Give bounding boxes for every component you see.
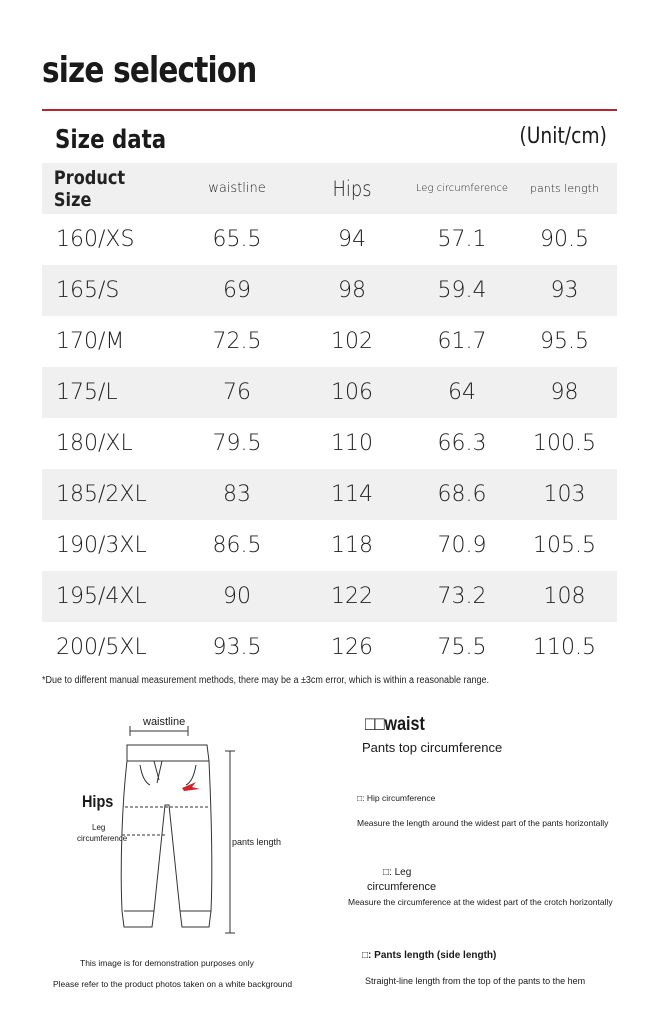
cell-waistline: 65.5 — [212, 227, 262, 252]
cell-product-size: 180/XL — [56, 431, 133, 456]
pants-illustration — [110, 725, 245, 940]
legend-length-title: □: Pants length (side length) — [362, 950, 497, 961]
cell-pants-length: 105.5 — [533, 533, 596, 558]
cell-leg-circumference: 57.1 — [437, 227, 487, 252]
cell-leg-circumference: 61.7 — [437, 329, 487, 354]
table-row — [42, 571, 617, 622]
diagram-hips-label: Hips — [82, 792, 114, 811]
section-title: Size data — [55, 125, 167, 155]
cell-pants-length: 98 — [550, 380, 579, 405]
diagram-caption-2: Please refer to the product photos taken on a white background — [53, 979, 293, 989]
diagram-caption-1: This image is for demonstration purposes only — [80, 958, 254, 968]
cell-waistline: 72.5 — [212, 329, 262, 354]
table-row — [42, 418, 617, 469]
diagram-waistline-label: waistline — [143, 716, 186, 728]
cell-product-size: 195/4XL — [56, 584, 147, 609]
legend-waist-desc: Pants top circumference — [362, 740, 503, 755]
table-row — [42, 622, 617, 673]
cell-pants-length: 110.5 — [533, 635, 596, 660]
header-product-size: Product Size — [53, 166, 126, 211]
cell-waistline: 83 — [223, 482, 251, 507]
cell-leg-circumference: 75.5 — [437, 635, 487, 660]
cell-hips: 126 — [331, 635, 373, 660]
cell-waistline: 69 — [223, 278, 251, 303]
table-row — [42, 469, 617, 520]
legend-hip-desc: Measure the length around the widest part of the pants horizontally — [357, 818, 609, 828]
header-waistline: waistline — [208, 181, 266, 196]
table-row — [42, 520, 617, 571]
cell-product-size: 175/L — [56, 380, 118, 405]
legend-leg-title-2: circumference — [367, 881, 437, 893]
unit-label: (Unit/cm) — [519, 124, 607, 149]
diagram-circumference-label: circumference — [77, 834, 128, 843]
table-row — [42, 367, 617, 418]
cell-pants-length: 95.5 — [540, 329, 589, 354]
diagram-leg-label: Leg — [92, 823, 106, 832]
cell-leg-circumference: 59.4 — [437, 278, 487, 303]
cell-hips: 118 — [331, 533, 373, 558]
cell-waistline: 90 — [223, 584, 251, 609]
cell-product-size: 160/XS — [56, 227, 135, 252]
page-title: size selection — [42, 50, 257, 91]
measurement-note: *Due to different manual measurement methods, there may be a ±3cm error, which is within a reasonable range. — [42, 675, 490, 686]
cell-hips: 110 — [331, 431, 373, 456]
cell-waistline: 79.5 — [212, 431, 262, 456]
header-hips: Hips — [332, 176, 372, 201]
brand-logo-icon — [182, 782, 200, 791]
header-pants-length: pants length — [530, 182, 599, 195]
legend-leg-title: □: Leg — [383, 867, 412, 878]
cell-pants-length: 100.5 — [533, 431, 596, 456]
cell-hips: 122 — [331, 584, 373, 609]
cell-product-size: 170/M — [56, 329, 125, 354]
cell-leg-circumference: 66.3 — [437, 431, 487, 456]
cell-hips: 114 — [331, 482, 373, 507]
cell-waistline: 93.5 — [212, 635, 262, 660]
title-divider — [42, 109, 617, 111]
cell-pants-length: 93 — [550, 278, 579, 303]
legend-waist-title: □□waist — [365, 714, 425, 735]
cell-pants-length: 90.5 — [540, 227, 589, 252]
header-leg-circumference: Leg circumference — [415, 182, 509, 194]
cell-waistline: 86.5 — [212, 533, 262, 558]
cell-pants-length: 108 — [543, 584, 586, 609]
cell-product-size: 200/5XL — [56, 635, 147, 660]
table-row — [42, 214, 617, 265]
cell-leg-circumference: 68.6 — [437, 482, 487, 507]
size-table — [42, 163, 617, 673]
table-row — [42, 316, 617, 367]
cell-leg-circumference: 73.2 — [437, 584, 487, 609]
cell-product-size: 165/S — [56, 278, 120, 303]
cell-product-size: 185/2XL — [56, 482, 147, 507]
cell-leg-circumference: 70.9 — [437, 533, 487, 558]
diagram-pants-length-label: pants length — [232, 837, 282, 847]
cell-hips: 98 — [338, 278, 366, 303]
table-header-row — [42, 163, 617, 214]
legend-hip-title: □: Hip circumference — [357, 793, 436, 803]
cell-product-size: 190/3XL — [56, 533, 147, 558]
legend-leg-desc: Measure the circumference at the widest part of the crotch horizontally — [348, 897, 613, 907]
legend-length-desc: Straight-line length from the top of the pants to the hem — [365, 976, 586, 986]
cell-leg-circumference: 64 — [448, 380, 476, 405]
cell-pants-length: 103 — [543, 482, 586, 507]
cell-hips: 94 — [338, 227, 366, 252]
table-row — [42, 265, 617, 316]
cell-waistline: 76 — [223, 380, 251, 405]
cell-hips: 102 — [331, 329, 373, 354]
cell-hips: 106 — [331, 380, 373, 405]
